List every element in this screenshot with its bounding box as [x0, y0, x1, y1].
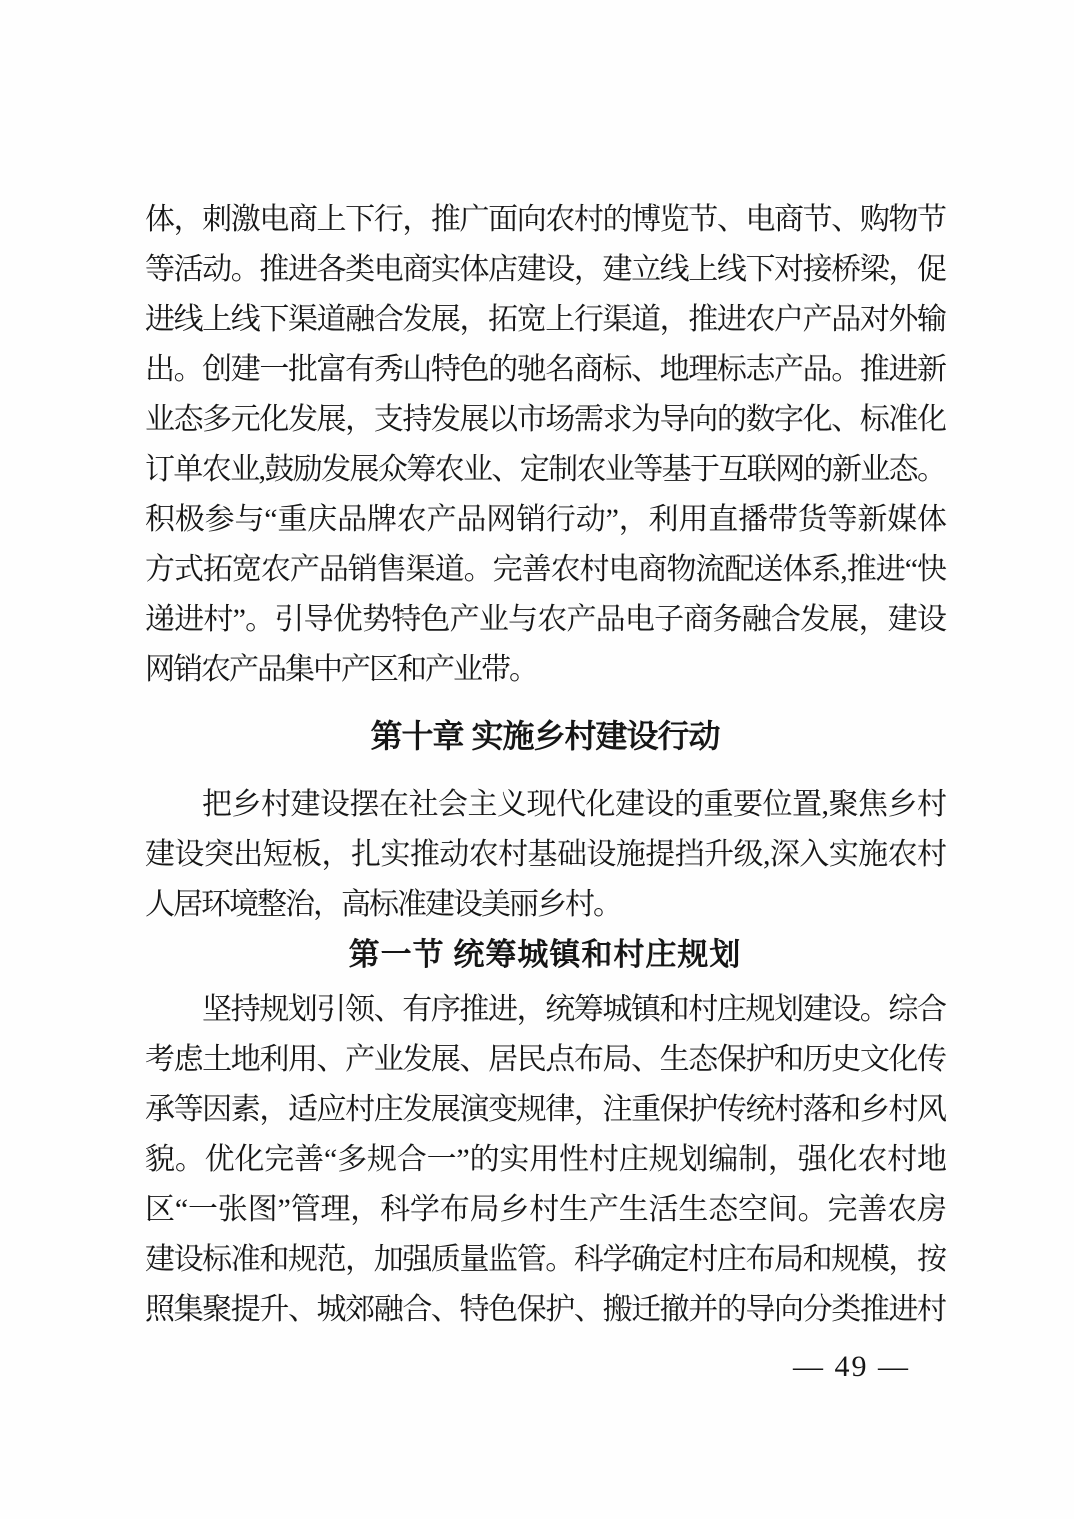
paragraph-1 [145, 195, 945, 695]
body-text-line: 建设标准和规范，加强质量监管。科学确定村庄布局和规模，按 [145, 1243, 945, 1276]
page-number: — 49 — [793, 1350, 910, 1383]
body-text-line: 照集聚提升、城郊融合、特色保护、搬迁撤并的导向分类推进村 [145, 1293, 945, 1326]
body-text-line: 网销农产品集中产区和产业带。 [145, 653, 537, 686]
body-text-line: 考虑土地利用、产业发展、居民点布局、生态保护和历史文化传 [145, 1043, 945, 1076]
body-text-line: 体，刺激电商上下行，推广面向农村的博览节、电商节、购物节 [145, 203, 945, 236]
body-text-line: 等活动。推进各类电商实体店建设，建立线上线下对接桥梁，促 [145, 253, 945, 286]
paragraph-3 [145, 985, 945, 1335]
content-column [145, 195, 945, 1335]
body-text-line: 方式拓宽农产品销售渠道。完善农村电商物流配送体系,推进“快 [145, 553, 945, 586]
body-text-line: 把乡村建设摆在社会主义现代化建设的重要位置,聚焦乡村 [202, 788, 945, 821]
section-heading: 第一节 统筹城镇和村庄规划 [348, 937, 742, 972]
body-text-line: 出。创建一批富有秀山特色的驰名商标、地理标志产品。推进新 [145, 353, 945, 386]
paragraph-2 [145, 780, 945, 930]
body-text-line: 进线上线下渠道融合发展，拓宽上行渠道，推进农户产品对外输 [145, 303, 945, 336]
chapter-heading: 第十章 实施乡村建设行动 [370, 718, 720, 754]
body-text-line: 积极参与“重庆品牌农产品网销行动”，利用直播带货等新媒体 [145, 503, 945, 536]
body-text-line: 建设突出短板，扎实推动农村基础设施提挡升级,深入实施农村 [145, 838, 945, 871]
body-text-line: 承等因素，适应村庄发展演变规律，注重保护传统村落和乡村风 [145, 1093, 945, 1126]
body-text-line: 人居环境整治，高标准建设美丽乡村。 [145, 888, 621, 921]
body-text-line: 业态多元化发展，支持发展以市场需求为导向的数字化、标准化 [145, 403, 945, 436]
body-text-line: 递进村”。引导优势特色产业与农产品电子商务融合发展，建设 [145, 603, 945, 636]
body-text-line: 坚持规划引领、有序推进，统筹城镇和村庄规划建设。综合 [202, 993, 945, 1026]
body-text-line: 貌。优化完善“多规合一”的实用性村庄规划编制，强化农村地 [145, 1143, 945, 1176]
body-text-line: 区“一张图”管理，科学布局乡村生产生活生态空间。完善农房 [145, 1193, 945, 1226]
body-text-line: 订单农业,鼓励发展众筹农业、定制农业等基于互联网的新业态。 [145, 453, 945, 486]
